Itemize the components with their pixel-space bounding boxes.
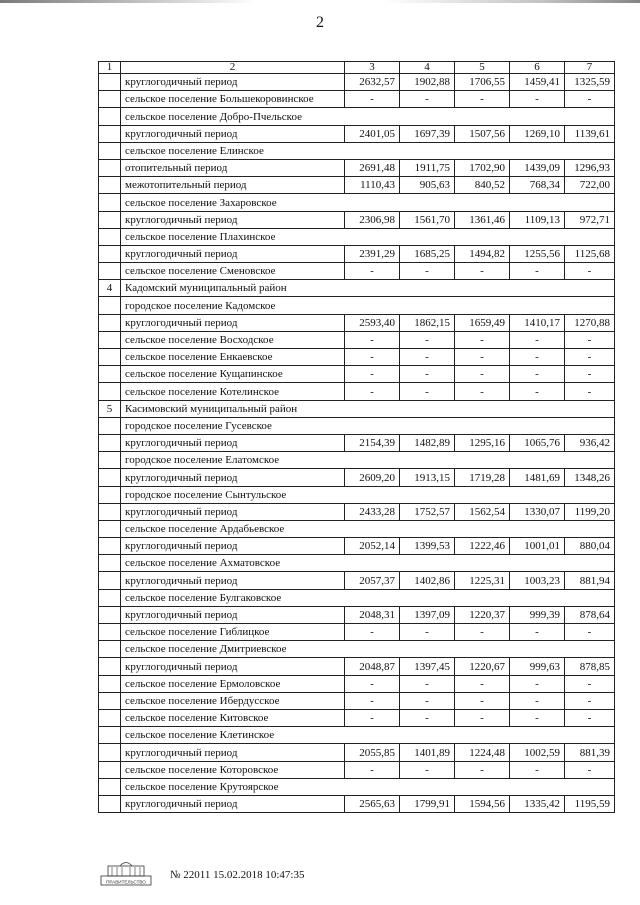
value-cell: 1110,43 bbox=[345, 177, 400, 194]
value-cell: - bbox=[565, 383, 615, 400]
row-name-cell: круглогодичный период bbox=[121, 211, 345, 228]
row-number-cell bbox=[99, 331, 121, 348]
value-cell: 881,94 bbox=[565, 572, 615, 589]
value-cell: - bbox=[565, 624, 615, 641]
value-cell: - bbox=[455, 675, 510, 692]
row-name-cell: круглогодичный период bbox=[121, 538, 345, 555]
value-cell: - bbox=[400, 349, 455, 366]
value-cell: - bbox=[400, 761, 455, 778]
row-name-cell: городское поселение Кадомское bbox=[121, 297, 615, 314]
table-row bbox=[99, 555, 615, 572]
value-cell: 999,63 bbox=[510, 658, 565, 675]
value-cell: 2055,85 bbox=[345, 744, 400, 761]
value-cell: - bbox=[565, 349, 615, 366]
svg-text:ПРАВИТЕЛЬСТВО: ПРАВИТЕЛЬСТВО bbox=[106, 879, 146, 885]
row-number-cell bbox=[99, 366, 121, 383]
table-row bbox=[99, 589, 615, 606]
value-cell: - bbox=[345, 383, 400, 400]
row-name-cell: сельское поселение Ермоловское bbox=[121, 675, 345, 692]
row-name-cell: круглогодичный период bbox=[121, 245, 345, 262]
value-cell: - bbox=[400, 331, 455, 348]
row-number-cell bbox=[99, 641, 121, 658]
value-cell: 1225,31 bbox=[455, 572, 510, 589]
value-cell: - bbox=[400, 709, 455, 726]
row-number-cell bbox=[99, 589, 121, 606]
value-cell: - bbox=[565, 331, 615, 348]
row-number-cell bbox=[99, 417, 121, 434]
row-number-cell bbox=[99, 658, 121, 675]
table-row bbox=[99, 417, 615, 434]
value-cell: 2306,98 bbox=[345, 211, 400, 228]
value-cell: - bbox=[455, 349, 510, 366]
value-cell: - bbox=[565, 761, 615, 778]
row-number-cell bbox=[99, 795, 121, 812]
value-cell: - bbox=[565, 675, 615, 692]
value-cell: 1752,57 bbox=[400, 503, 455, 520]
table-row bbox=[99, 177, 615, 194]
value-cell: - bbox=[455, 709, 510, 726]
value-cell: - bbox=[510, 349, 565, 366]
row-name-cell: круглогодичный период bbox=[121, 74, 345, 91]
row-name-cell: круглогодичный период bbox=[121, 795, 345, 812]
row-number-cell bbox=[99, 177, 121, 194]
value-cell: 1494,82 bbox=[455, 245, 510, 262]
row-number-cell bbox=[99, 624, 121, 641]
row-number-cell bbox=[99, 125, 121, 142]
value-cell: 1719,28 bbox=[455, 469, 510, 486]
header-cell: 2 bbox=[121, 62, 345, 74]
value-cell: - bbox=[565, 692, 615, 709]
value-cell: 1222,46 bbox=[455, 538, 510, 555]
row-name-cell: сельское поселение Гиблицкое bbox=[121, 624, 345, 641]
row-name-cell: круглогодичный период bbox=[121, 469, 345, 486]
value-cell: 972,71 bbox=[565, 211, 615, 228]
value-cell: 1361,46 bbox=[455, 211, 510, 228]
table-section-row bbox=[99, 400, 615, 417]
value-cell: 2691,48 bbox=[345, 159, 400, 176]
row-number-cell bbox=[99, 349, 121, 366]
value-cell: 1348,26 bbox=[565, 469, 615, 486]
value-cell: 1269,10 bbox=[510, 125, 565, 142]
value-cell: 1913,15 bbox=[400, 469, 455, 486]
value-cell: 1459,41 bbox=[510, 74, 565, 91]
table-row bbox=[99, 383, 615, 400]
value-cell: 1270,88 bbox=[565, 314, 615, 331]
table-row bbox=[99, 125, 615, 142]
table-row bbox=[99, 572, 615, 589]
table-row bbox=[99, 709, 615, 726]
value-cell: 2048,87 bbox=[345, 658, 400, 675]
table-row bbox=[99, 727, 615, 744]
page-number: 2 bbox=[316, 14, 324, 31]
table-row bbox=[99, 314, 615, 331]
row-name-cell: круглогодичный период bbox=[121, 314, 345, 331]
row-name-cell: сельское поселение Плахинское bbox=[121, 228, 615, 245]
value-cell: 2048,31 bbox=[345, 606, 400, 623]
table-header-row bbox=[99, 62, 615, 74]
row-name-cell: круглогодичный период bbox=[121, 658, 345, 675]
row-name-cell: городское поселение Сынтульское bbox=[121, 486, 615, 503]
value-cell: 1325,59 bbox=[565, 74, 615, 91]
value-cell: - bbox=[510, 624, 565, 641]
table-row bbox=[99, 692, 615, 709]
value-cell: 1402,86 bbox=[400, 572, 455, 589]
row-number-cell: 5 bbox=[99, 400, 121, 417]
row-number-cell bbox=[99, 452, 121, 469]
value-cell: 768,34 bbox=[510, 177, 565, 194]
value-cell: - bbox=[510, 383, 565, 400]
row-name-cell: круглогодичный период bbox=[121, 606, 345, 623]
value-cell: - bbox=[455, 263, 510, 280]
value-cell: 1003,23 bbox=[510, 572, 565, 589]
table-row bbox=[99, 778, 615, 795]
header-cell: 1 bbox=[99, 62, 121, 74]
table-row bbox=[99, 366, 615, 383]
value-cell: 1001,01 bbox=[510, 538, 565, 555]
value-cell: 722,00 bbox=[565, 177, 615, 194]
table-section-row bbox=[99, 280, 615, 297]
row-name-cell: круглогодичный период bbox=[121, 125, 345, 142]
value-cell: 1401,89 bbox=[400, 744, 455, 761]
value-cell: 1220,37 bbox=[455, 606, 510, 623]
value-cell: 1702,90 bbox=[455, 159, 510, 176]
row-number-cell bbox=[99, 538, 121, 555]
row-name-cell: сельское поселение Добро-Пчельское bbox=[121, 108, 615, 125]
footer bbox=[100, 858, 400, 888]
table-row bbox=[99, 469, 615, 486]
header-cell: 7 bbox=[565, 62, 615, 74]
row-name-cell: сельское поселение Китовское bbox=[121, 709, 345, 726]
value-cell: 2632,57 bbox=[345, 74, 400, 91]
value-cell: - bbox=[400, 91, 455, 108]
value-cell: 1330,07 bbox=[510, 503, 565, 520]
value-cell: 1439,09 bbox=[510, 159, 565, 176]
value-cell: 1195,59 bbox=[565, 795, 615, 812]
value-cell: 2154,39 bbox=[345, 434, 400, 451]
value-cell: 1399,53 bbox=[400, 538, 455, 555]
value-cell: 1410,17 bbox=[510, 314, 565, 331]
value-cell: - bbox=[345, 692, 400, 709]
row-number-cell bbox=[99, 692, 121, 709]
value-cell: 1295,16 bbox=[455, 434, 510, 451]
row-number-cell: 4 bbox=[99, 280, 121, 297]
value-cell: 1397,09 bbox=[400, 606, 455, 623]
table-row bbox=[99, 538, 615, 555]
value-cell: 1685,25 bbox=[400, 245, 455, 262]
header-cell: 3 bbox=[345, 62, 400, 74]
value-cell: 1799,91 bbox=[400, 795, 455, 812]
value-cell: - bbox=[510, 263, 565, 280]
value-cell: 1335,42 bbox=[510, 795, 565, 812]
row-name-cell: сельское поселение Захаровское bbox=[121, 194, 615, 211]
value-cell: 1561,70 bbox=[400, 211, 455, 228]
header-cell: 4 bbox=[400, 62, 455, 74]
table-row bbox=[99, 744, 615, 761]
value-cell: - bbox=[345, 624, 400, 641]
value-cell: 1902,88 bbox=[400, 74, 455, 91]
value-cell: - bbox=[400, 263, 455, 280]
table-row bbox=[99, 263, 615, 280]
table-row bbox=[99, 91, 615, 108]
value-cell: 1199,20 bbox=[565, 503, 615, 520]
row-name-cell: сельское поселение Сменовское bbox=[121, 263, 345, 280]
value-cell: 1482,89 bbox=[400, 434, 455, 451]
value-cell: - bbox=[345, 761, 400, 778]
row-number-cell bbox=[99, 555, 121, 572]
value-cell: 2057,37 bbox=[345, 572, 400, 589]
row-number-cell bbox=[99, 675, 121, 692]
row-name-cell: сельское поселение Дмитриевское bbox=[121, 641, 615, 658]
value-cell: - bbox=[565, 366, 615, 383]
row-name-cell: сельское поселение Большекоровинское bbox=[121, 91, 345, 108]
value-cell: 1862,15 bbox=[400, 314, 455, 331]
row-number-cell bbox=[99, 142, 121, 159]
value-cell: 1109,13 bbox=[510, 211, 565, 228]
value-cell: - bbox=[455, 761, 510, 778]
table-row bbox=[99, 452, 615, 469]
table-row bbox=[99, 245, 615, 262]
value-cell: 1911,75 bbox=[400, 159, 455, 176]
value-cell: 1220,67 bbox=[455, 658, 510, 675]
table-row bbox=[99, 142, 615, 159]
table-row bbox=[99, 434, 615, 451]
document-registration: № 22011 15.02.2018 10:47:35 bbox=[170, 869, 305, 881]
row-number-cell bbox=[99, 314, 121, 331]
value-cell: 2565,63 bbox=[345, 795, 400, 812]
row-name-cell: сельское поселение Елинское bbox=[121, 142, 615, 159]
value-cell: - bbox=[345, 349, 400, 366]
header-cell: 5 bbox=[455, 62, 510, 74]
scan-edge bbox=[0, 0, 640, 3]
value-cell: 1296,93 bbox=[565, 159, 615, 176]
value-cell: 1255,56 bbox=[510, 245, 565, 262]
row-number-cell bbox=[99, 469, 121, 486]
row-number-cell bbox=[99, 297, 121, 314]
value-cell: 1139,61 bbox=[565, 125, 615, 142]
value-cell: - bbox=[345, 366, 400, 383]
value-cell: 2401,05 bbox=[345, 125, 400, 142]
table-row bbox=[99, 520, 615, 537]
value-cell: 1481,69 bbox=[510, 469, 565, 486]
table-row bbox=[99, 761, 615, 778]
value-cell: 1594,56 bbox=[455, 795, 510, 812]
row-name-cell: сельское поселение Кущапинское bbox=[121, 366, 345, 383]
row-number-cell bbox=[99, 434, 121, 451]
value-cell: 2609,20 bbox=[345, 469, 400, 486]
row-name-cell: круглогодичный период bbox=[121, 434, 345, 451]
value-cell: - bbox=[510, 692, 565, 709]
value-cell: - bbox=[510, 761, 565, 778]
row-number-cell bbox=[99, 727, 121, 744]
value-cell: 1002,59 bbox=[510, 744, 565, 761]
value-cell: 1065,76 bbox=[510, 434, 565, 451]
row-name-cell: сельское поселение Булгаковское bbox=[121, 589, 615, 606]
value-cell: 936,42 bbox=[565, 434, 615, 451]
table-row bbox=[99, 486, 615, 503]
row-name-cell: Кадомский муниципальный район bbox=[121, 280, 615, 297]
row-name-cell: сельское поселение Крутоярское bbox=[121, 778, 615, 795]
table-row bbox=[99, 349, 615, 366]
value-cell: 840,52 bbox=[455, 177, 510, 194]
table-row bbox=[99, 606, 615, 623]
row-number-cell bbox=[99, 761, 121, 778]
table-row bbox=[99, 74, 615, 91]
value-cell: - bbox=[455, 331, 510, 348]
value-cell: 1125,68 bbox=[565, 245, 615, 262]
value-cell: 2593,40 bbox=[345, 314, 400, 331]
value-cell: - bbox=[455, 624, 510, 641]
row-name-cell: сельское поселение Котелинское bbox=[121, 383, 345, 400]
row-number-cell bbox=[99, 228, 121, 245]
value-cell: - bbox=[510, 331, 565, 348]
row-number-cell bbox=[99, 503, 121, 520]
row-number-cell bbox=[99, 744, 121, 761]
value-cell: - bbox=[345, 675, 400, 692]
row-number-cell bbox=[99, 74, 121, 91]
row-number-cell bbox=[99, 211, 121, 228]
value-cell: 905,63 bbox=[400, 177, 455, 194]
value-cell: - bbox=[565, 709, 615, 726]
value-cell: 1706,55 bbox=[455, 74, 510, 91]
row-name-cell: сельское поселение Которовское bbox=[121, 761, 345, 778]
row-name-cell: круглогодичный период bbox=[121, 503, 345, 520]
value-cell: - bbox=[345, 91, 400, 108]
value-cell: - bbox=[455, 366, 510, 383]
value-cell: - bbox=[400, 624, 455, 641]
value-cell: - bbox=[510, 709, 565, 726]
value-cell: - bbox=[565, 263, 615, 280]
row-name-cell: сельское поселение Восходское bbox=[121, 331, 345, 348]
row-number-cell bbox=[99, 520, 121, 537]
row-number-cell bbox=[99, 709, 121, 726]
value-cell: - bbox=[400, 383, 455, 400]
row-number-cell bbox=[99, 572, 121, 589]
row-number-cell bbox=[99, 91, 121, 108]
value-cell: - bbox=[565, 91, 615, 108]
row-name-cell: отопительный период bbox=[121, 159, 345, 176]
row-name-cell: межотопительный период bbox=[121, 177, 345, 194]
value-cell: - bbox=[510, 91, 565, 108]
row-name-cell: круглогодичный период bbox=[121, 572, 345, 589]
row-name-cell: сельское поселение Ахматовское bbox=[121, 555, 615, 572]
row-name-cell: сельское поселение Клетинское bbox=[121, 727, 615, 744]
value-cell: 1562,54 bbox=[455, 503, 510, 520]
value-cell: 1507,56 bbox=[455, 125, 510, 142]
government-building-logo bbox=[100, 858, 152, 886]
table-row bbox=[99, 331, 615, 348]
row-number-cell bbox=[99, 778, 121, 795]
row-number-cell bbox=[99, 159, 121, 176]
row-name-cell: сельское поселение Ардабьевское bbox=[121, 520, 615, 537]
value-cell: 1659,49 bbox=[455, 314, 510, 331]
table-row bbox=[99, 297, 615, 314]
table-body bbox=[99, 74, 615, 813]
value-cell: - bbox=[455, 383, 510, 400]
value-cell: - bbox=[455, 91, 510, 108]
value-cell: 2391,29 bbox=[345, 245, 400, 262]
row-name-cell: сельское поселение Енкаевское bbox=[121, 349, 345, 366]
row-number-cell bbox=[99, 263, 121, 280]
row-name-cell: городское поселение Елатомское bbox=[121, 452, 615, 469]
value-cell: 999,39 bbox=[510, 606, 565, 623]
row-number-cell bbox=[99, 245, 121, 262]
value-cell: 878,64 bbox=[565, 606, 615, 623]
value-cell: 880,04 bbox=[565, 538, 615, 555]
value-cell: - bbox=[400, 692, 455, 709]
row-name-cell: сельское поселение Ибердусское bbox=[121, 692, 345, 709]
table-row bbox=[99, 159, 615, 176]
table-row bbox=[99, 194, 615, 211]
row-number-cell bbox=[99, 486, 121, 503]
table-row bbox=[99, 624, 615, 641]
value-cell: 2052,14 bbox=[345, 538, 400, 555]
row-number-cell bbox=[99, 383, 121, 400]
value-cell: - bbox=[400, 675, 455, 692]
row-number-cell bbox=[99, 194, 121, 211]
table-row bbox=[99, 503, 615, 520]
tariff-table bbox=[98, 61, 615, 813]
row-name-cell: Касимовский муниципальный район bbox=[121, 400, 615, 417]
table-row bbox=[99, 108, 615, 125]
value-cell: 881,39 bbox=[565, 744, 615, 761]
value-cell: - bbox=[455, 692, 510, 709]
row-name-cell: городское поселение Гусевское bbox=[121, 417, 615, 434]
table-row bbox=[99, 795, 615, 812]
value-cell: - bbox=[510, 366, 565, 383]
table-row bbox=[99, 675, 615, 692]
value-cell: 878,85 bbox=[565, 658, 615, 675]
table-row bbox=[99, 211, 615, 228]
table-row bbox=[99, 641, 615, 658]
row-number-cell bbox=[99, 606, 121, 623]
value-cell: 1397,45 bbox=[400, 658, 455, 675]
row-name-cell: круглогодичный период bbox=[121, 744, 345, 761]
value-cell: - bbox=[345, 331, 400, 348]
value-cell: 1224,48 bbox=[455, 744, 510, 761]
value-cell: - bbox=[345, 709, 400, 726]
value-cell: - bbox=[510, 675, 565, 692]
table-row bbox=[99, 228, 615, 245]
value-cell: - bbox=[400, 366, 455, 383]
value-cell: 2433,28 bbox=[345, 503, 400, 520]
value-cell: 1697,39 bbox=[400, 125, 455, 142]
header-cell: 6 bbox=[510, 62, 565, 74]
row-number-cell bbox=[99, 108, 121, 125]
value-cell: - bbox=[345, 263, 400, 280]
table-row bbox=[99, 658, 615, 675]
